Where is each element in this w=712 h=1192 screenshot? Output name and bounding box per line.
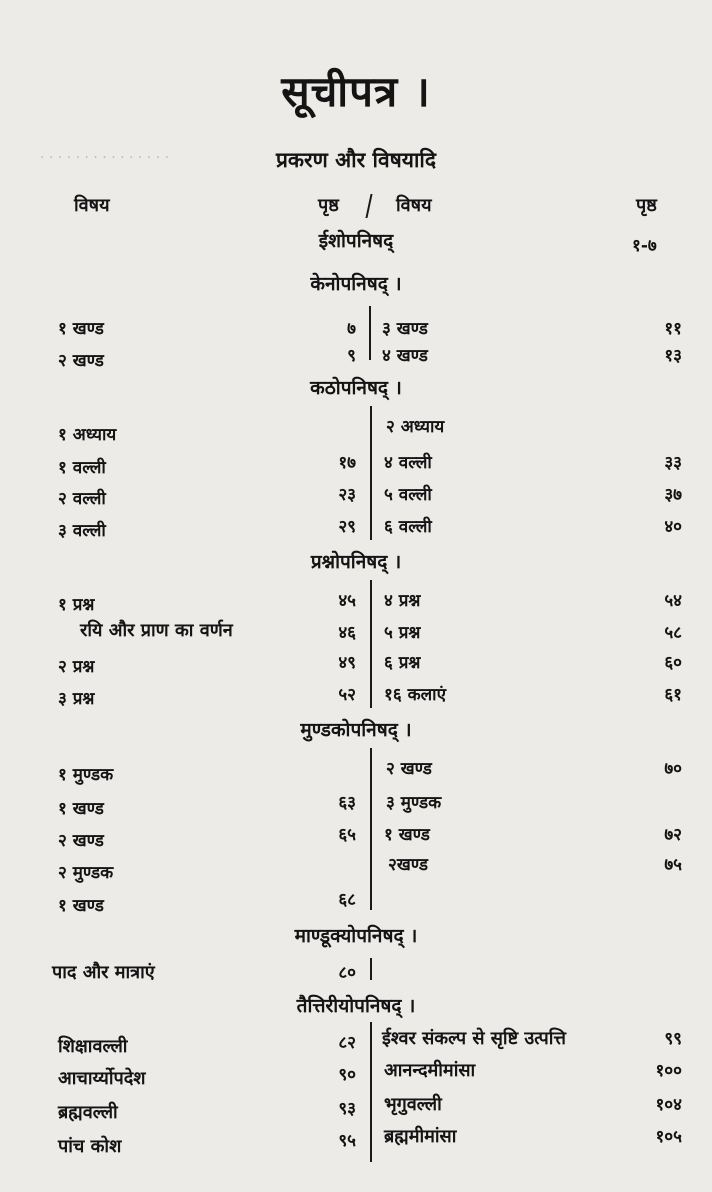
katha-row-left: १ अध्याय	[58, 425, 117, 445]
kena-row-left-page: ७	[347, 319, 356, 339]
prashna-row-left-page: ५२	[338, 685, 356, 705]
katha-row-right-page: ३३	[664, 453, 682, 473]
taittiriya-row-left: पांच कोश	[58, 1136, 122, 1157]
katha-row-right: ५ वल्ली	[384, 485, 432, 505]
section-katha: कठोपनिषद् ।	[310, 377, 402, 399]
kena-divider	[369, 306, 371, 360]
section-taittiriya: तैत्तिरीयोपनिषद् ।	[296, 995, 416, 1017]
taittiriya-row-right: भृगुवल्ली	[384, 1094, 442, 1115]
bleed-through-text: · · · · · · · · · · · · · · ·	[40, 150, 170, 166]
taittiriya-row-left: शिक्षावल्ली	[58, 1036, 128, 1057]
prashna-row-left: ३ प्रश्न	[58, 689, 95, 709]
mandukya-row-left-page: ८०	[338, 963, 356, 983]
prashna-row-left: १ प्रश्न	[58, 595, 95, 615]
taittiriya-row-left: आचार्य्योपदेश	[58, 1068, 146, 1089]
page-subtitle: प्रकरण और विषयादि	[275, 148, 436, 172]
katha-row-right-page: ३७	[664, 485, 682, 505]
mundaka-row-left: १ खण्ड	[58, 896, 104, 916]
mundaka-row-right-page: ७५	[664, 855, 682, 875]
header-subject-right: विषय	[396, 195, 432, 216]
katha-row-right: २ अध्याय	[386, 417, 445, 437]
header-page-right: पृष्ठ	[636, 195, 657, 216]
header-subject-left: विषय	[74, 195, 110, 216]
prashna-row-right: ५ प्रश्न	[384, 623, 421, 643]
taittiriya-row-right: ईश्वर संकल्प से सृष्टि उत्पत्ति	[382, 1028, 566, 1049]
kena-row-left-page: ९	[347, 346, 356, 366]
katha-row-left-page: २३	[338, 485, 356, 505]
kena-row-right: ३ खण्ड	[382, 319, 428, 339]
mundaka-row-right: २ खण्ड	[386, 759, 432, 779]
prashna-row-left-page: ४९	[338, 653, 356, 673]
taittiriya-row-left: ब्रह्मवल्ली	[58, 1102, 118, 1123]
mundaka-row-right: ३ मुण्डक	[386, 793, 442, 813]
prashna-row-left: रयि और प्राण का वर्णन	[80, 620, 233, 641]
prashna-row-left: २ प्रश्न	[58, 657, 95, 677]
taittiriya-row-right: ब्रह्ममीमांसा	[384, 1126, 457, 1147]
katha-divider	[370, 406, 372, 540]
prashna-row-right-page: ६१	[664, 685, 682, 705]
taittiriya-row-right-page: ९९	[664, 1029, 682, 1049]
mundaka-row-left: २ खण्ड	[58, 831, 104, 851]
mundaka-row-left: १ मुण्डक	[58, 765, 114, 785]
prashna-row-left-page: ४५	[338, 591, 356, 611]
kena-row-right-page: १३	[664, 346, 682, 366]
kena-row-left: २ खण्ड	[58, 351, 104, 371]
katha-row-left-page: २९	[338, 517, 356, 537]
mundaka-row-right: २खण्ड	[388, 855, 428, 875]
taittiriya-row-left-page: ९३	[338, 1099, 356, 1119]
prashna-row-right-page: ५८	[664, 623, 682, 643]
header-divider	[365, 194, 372, 218]
mundaka-row-left: १ खण्ड	[58, 799, 104, 819]
kena-row-left: १ खण्ड	[58, 319, 104, 339]
page-title: सूचीपत्र ।	[281, 67, 431, 116]
prashna-divider	[370, 580, 372, 708]
taittiriya-divider	[370, 1022, 372, 1162]
prashna-row-right: ४ प्रश्न	[384, 591, 421, 611]
section-prashna: प्रश्नोपनिषद् ।	[310, 551, 402, 573]
section-mandukya: माण्डूक्योपनिषद् ।	[294, 925, 418, 947]
katha-row-left: २ वल्ली	[58, 489, 106, 509]
taittiriya-row-right-page: १०५	[655, 1127, 682, 1147]
mandukya-row-left: पाद और मात्राएं	[52, 962, 155, 983]
mundaka-row-left-page: ६३	[338, 793, 356, 813]
taittiriya-row-right: आनन्दमीमांसा	[384, 1060, 476, 1081]
mundaka-row-left-page: ६५	[338, 825, 356, 845]
katha-row-left: ३ वल्ली	[58, 521, 106, 541]
mundaka-row-right-page: ७०	[664, 759, 682, 779]
prashna-row-right-page: ५४	[664, 591, 682, 611]
prashna-row-right: १६ कलाएं	[384, 685, 446, 705]
isha-page: १-७	[632, 236, 657, 256]
katha-row-right: ६ वल्ली	[384, 517, 432, 537]
katha-row-left: १ वल्ली	[58, 458, 106, 478]
mundaka-row-right-page: ७२	[664, 825, 682, 845]
taittiriya-row-left-page: ८२	[338, 1033, 356, 1053]
prashna-row-left-page: ४६	[338, 623, 356, 643]
katha-row-left-page: १७	[338, 453, 356, 473]
taittiriya-row-right-page: १००	[655, 1061, 682, 1081]
header-page-left: पृष्ठ	[318, 195, 339, 216]
kena-row-right: ४ खण्ड	[382, 346, 428, 366]
taittiriya-row-right-page: १०४	[655, 1095, 682, 1115]
section-mundaka: मुण्डकोपनिषद् ।	[300, 719, 412, 741]
section-isha: ईशोपनिषद्	[318, 230, 394, 252]
katha-row-right: ४ वल्ली	[384, 453, 432, 473]
mundaka-row-right: १ खण्ड	[384, 825, 430, 845]
prashna-row-right-page: ६०	[664, 653, 682, 673]
taittiriya-row-left-page: ९५	[338, 1131, 356, 1151]
mundaka-divider	[370, 748, 372, 910]
mundaka-row-left: २ मुण्डक	[58, 863, 114, 883]
kena-row-right-page: ११	[664, 319, 682, 339]
prashna-row-right: ६ प्रश्न	[384, 653, 421, 673]
taittiriya-row-left-page: ९०	[338, 1065, 356, 1085]
section-kena: केनोपनिषद् ।	[310, 273, 402, 295]
katha-row-right-page: ४०	[664, 517, 682, 537]
mundaka-row-left-page: ६८	[338, 890, 356, 910]
mandukya-divider	[370, 958, 372, 980]
